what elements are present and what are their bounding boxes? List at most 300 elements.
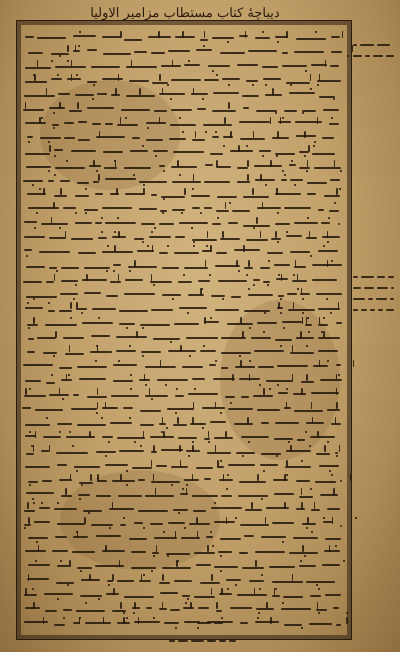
ink-stem bbox=[53, 202, 55, 209]
ink-word bbox=[290, 251, 311, 253]
ink-stem bbox=[266, 602, 268, 609]
ink-stem bbox=[263, 388, 265, 395]
ink-dot bbox=[26, 255, 28, 257]
ink-stem bbox=[151, 460, 153, 467]
ink-dot bbox=[331, 117, 333, 119]
ink-word bbox=[168, 522, 185, 524]
ink-word bbox=[77, 567, 92, 569]
ink-word bbox=[306, 581, 335, 583]
ink-word bbox=[56, 452, 87, 454]
ink-word bbox=[331, 51, 342, 53]
ink-dot bbox=[154, 227, 156, 229]
ink-stem bbox=[120, 602, 122, 609]
ink-word bbox=[57, 464, 67, 466]
ink-stem bbox=[210, 245, 212, 252]
ink-word bbox=[214, 566, 237, 568]
ink-word bbox=[255, 179, 275, 181]
text-line bbox=[20, 459, 346, 472]
ink-stem bbox=[193, 402, 195, 409]
ink-word bbox=[166, 553, 190, 555]
ink-word bbox=[318, 209, 324, 211]
ink-stem bbox=[33, 445, 35, 452]
ink-word bbox=[243, 107, 249, 109]
ink-word bbox=[45, 324, 76, 326]
ink-word bbox=[240, 138, 265, 140]
ink-word bbox=[188, 294, 204, 296]
ink-stem bbox=[211, 588, 213, 595]
ink-word bbox=[119, 450, 144, 452]
ink-word bbox=[302, 523, 316, 525]
ink-word bbox=[292, 280, 306, 282]
ink-word bbox=[48, 310, 55, 312]
ink-word bbox=[211, 507, 242, 509]
ink-stem bbox=[247, 160, 249, 167]
ink-dot bbox=[96, 412, 98, 414]
ink-word bbox=[175, 236, 185, 238]
ink-word bbox=[87, 107, 115, 109]
ink-stem bbox=[33, 602, 35, 609]
ink-dot bbox=[39, 188, 41, 190]
ink-word bbox=[179, 307, 207, 309]
ink-stem bbox=[190, 602, 192, 609]
ink-dot bbox=[125, 117, 127, 119]
ink-word bbox=[102, 207, 132, 209]
ink-word bbox=[140, 324, 171, 326]
ink-word bbox=[102, 78, 123, 80]
ink-word bbox=[120, 524, 126, 526]
ink-dot bbox=[63, 617, 65, 619]
ink-word bbox=[92, 308, 116, 310]
ink-stem bbox=[311, 402, 313, 409]
ink-word bbox=[254, 350, 284, 352]
ink-dot bbox=[62, 398, 64, 400]
ink-word bbox=[28, 338, 34, 340]
ink-word bbox=[139, 208, 156, 210]
ink-stem bbox=[297, 274, 299, 281]
ink-dot bbox=[355, 517, 357, 519]
ink-word bbox=[296, 135, 316, 137]
ink-dot bbox=[151, 398, 153, 400]
ink-stem bbox=[119, 560, 121, 567]
ink-stem bbox=[99, 131, 101, 138]
ink-dot bbox=[323, 317, 325, 319]
ink-word bbox=[263, 281, 269, 283]
marginal-note bbox=[352, 40, 396, 62]
ink-dot bbox=[151, 570, 153, 572]
ink-dot bbox=[328, 217, 330, 219]
ink-word bbox=[146, 607, 152, 609]
ink-dot bbox=[29, 431, 31, 433]
ink-stem bbox=[200, 288, 202, 295]
ink-dot bbox=[306, 170, 308, 172]
ink-dot bbox=[182, 131, 184, 133]
ink-dot bbox=[36, 212, 38, 214]
ink-dot bbox=[88, 512, 90, 514]
ink-word bbox=[150, 281, 172, 283]
ink-dot bbox=[98, 317, 100, 319]
ink-word bbox=[281, 179, 287, 181]
ink-word bbox=[312, 279, 337, 281]
ink-dot bbox=[286, 231, 288, 233]
text-line bbox=[20, 473, 346, 486]
ink-word bbox=[216, 166, 231, 168]
ink-word bbox=[66, 436, 95, 438]
ink-word bbox=[221, 352, 250, 354]
ink-stem bbox=[336, 374, 338, 381]
ink-stem bbox=[60, 188, 62, 195]
ink-word bbox=[327, 508, 340, 510]
ink-word bbox=[324, 550, 340, 552]
ink-word bbox=[153, 338, 180, 340]
ink-word bbox=[27, 578, 49, 580]
text-line bbox=[20, 359, 346, 372]
ink-word bbox=[390, 298, 394, 300]
ink-word bbox=[134, 51, 147, 53]
ink-dot bbox=[212, 70, 214, 72]
ink-stem bbox=[249, 374, 251, 381]
ink-word bbox=[132, 467, 151, 469]
ink-dot bbox=[327, 441, 329, 443]
ink-stem bbox=[336, 402, 338, 409]
ink-word bbox=[90, 351, 111, 353]
ink-word bbox=[169, 640, 175, 642]
ink-stem bbox=[226, 517, 228, 524]
ink-word bbox=[141, 223, 155, 225]
ink-stem bbox=[105, 545, 107, 552]
ink-stem bbox=[336, 188, 338, 195]
text-line bbox=[20, 516, 346, 529]
ink-word bbox=[56, 582, 74, 584]
ink-word bbox=[25, 424, 50, 426]
ink-dot bbox=[182, 488, 184, 490]
ink-word bbox=[353, 309, 358, 311]
ink-dot bbox=[60, 560, 62, 562]
ink-dot bbox=[311, 531, 313, 533]
ink-dot bbox=[301, 460, 303, 462]
ink-dot bbox=[167, 245, 169, 247]
ink-dot bbox=[203, 45, 205, 47]
ink-dot bbox=[210, 317, 212, 319]
ink-word bbox=[204, 478, 211, 480]
ink-word bbox=[310, 595, 321, 597]
text-line bbox=[20, 330, 346, 343]
ink-dot bbox=[277, 41, 279, 43]
ink-word bbox=[306, 422, 323, 424]
ink-word bbox=[162, 294, 181, 296]
ink-dot bbox=[79, 498, 81, 500]
ink-word bbox=[266, 380, 293, 382]
text-line bbox=[20, 87, 346, 100]
ink-word bbox=[200, 582, 221, 584]
ink-word bbox=[61, 495, 71, 497]
ink-stem bbox=[136, 331, 138, 338]
ink-dot bbox=[130, 374, 132, 376]
ink-word bbox=[141, 351, 160, 353]
ink-stem bbox=[59, 102, 61, 109]
ink-dot bbox=[286, 474, 288, 476]
ink-dot bbox=[85, 188, 87, 190]
ink-word bbox=[26, 296, 57, 298]
ink-stem bbox=[89, 431, 91, 438]
text-line bbox=[20, 130, 346, 143]
ink-word bbox=[48, 180, 54, 182]
ink-word bbox=[116, 350, 135, 352]
ink-dot bbox=[330, 312, 332, 314]
ink-dot bbox=[265, 84, 267, 86]
ink-stem bbox=[93, 160, 95, 167]
ink-dot bbox=[181, 212, 183, 214]
text-line bbox=[20, 430, 346, 443]
ink-dot bbox=[167, 555, 169, 557]
ink-word bbox=[218, 280, 247, 282]
ink-word bbox=[78, 139, 90, 141]
ink-word bbox=[284, 207, 310, 209]
ink-word bbox=[336, 322, 342, 324]
ink-dot bbox=[107, 245, 109, 247]
ink-dot bbox=[202, 98, 204, 100]
ink-word bbox=[182, 366, 202, 368]
ink-dot bbox=[238, 270, 240, 272]
ink-word bbox=[246, 239, 268, 241]
ink-stem bbox=[280, 117, 282, 124]
marginal-note bbox=[352, 272, 396, 318]
text-line bbox=[20, 287, 346, 300]
ink-word bbox=[239, 35, 247, 37]
ink-dot bbox=[142, 327, 144, 329]
text-line bbox=[20, 116, 346, 129]
ink-word bbox=[307, 193, 316, 195]
ink-word bbox=[27, 324, 39, 326]
ink-word bbox=[197, 622, 211, 624]
ink-word bbox=[330, 179, 339, 181]
ink-stem bbox=[192, 417, 194, 424]
ink-stem bbox=[275, 231, 277, 238]
ink-dot bbox=[214, 502, 216, 504]
ink-stem bbox=[177, 417, 179, 424]
ink-dot bbox=[261, 574, 263, 576]
text-line bbox=[20, 573, 346, 586]
ink-word bbox=[242, 567, 264, 569]
ink-stem bbox=[215, 402, 217, 409]
ink-word bbox=[198, 280, 210, 282]
ink-dot bbox=[305, 70, 307, 72]
ink-dot bbox=[56, 270, 58, 272]
ink-word bbox=[234, 423, 253, 425]
manuscript-text-block bbox=[20, 30, 346, 630]
ink-stem bbox=[138, 617, 140, 624]
ink-stem bbox=[25, 388, 27, 395]
ink-word bbox=[61, 267, 79, 269]
ink-dot bbox=[336, 455, 338, 457]
ink-dot bbox=[126, 327, 128, 329]
ink-word bbox=[323, 109, 339, 111]
ink-word bbox=[55, 167, 85, 169]
ink-stem bbox=[339, 445, 341, 452]
ink-word bbox=[242, 95, 260, 97]
ink-word bbox=[212, 110, 236, 112]
ink-stem bbox=[245, 31, 247, 38]
ink-word bbox=[315, 481, 336, 483]
ink-word bbox=[377, 44, 390, 46]
ink-dot bbox=[188, 455, 190, 457]
ink-word bbox=[172, 181, 201, 183]
ink-word bbox=[174, 252, 200, 254]
ink-stem bbox=[134, 260, 136, 267]
ink-dot bbox=[268, 260, 270, 262]
ink-dot bbox=[123, 612, 125, 614]
ink-word bbox=[219, 640, 226, 642]
ink-dot bbox=[41, 117, 43, 119]
ink-dot bbox=[147, 127, 149, 129]
ink-stem bbox=[115, 160, 117, 167]
ink-word bbox=[168, 50, 190, 52]
ink-stem bbox=[193, 88, 195, 95]
text-line bbox=[20, 344, 346, 357]
ink-stem bbox=[254, 588, 256, 595]
ink-dot bbox=[48, 170, 50, 172]
ink-word bbox=[25, 122, 46, 124]
ink-word bbox=[257, 322, 276, 324]
ink-word bbox=[275, 193, 300, 195]
ink-word bbox=[157, 379, 188, 381]
ink-word bbox=[255, 37, 269, 39]
ink-dot bbox=[118, 360, 120, 362]
ink-stem bbox=[307, 517, 309, 524]
ink-dot bbox=[228, 84, 230, 86]
ink-word bbox=[69, 110, 81, 112]
ink-word bbox=[282, 321, 302, 323]
ink-word bbox=[360, 44, 374, 46]
ink-word bbox=[91, 524, 114, 526]
ink-dot bbox=[227, 474, 229, 476]
ink-dot bbox=[230, 402, 232, 404]
ink-word bbox=[58, 93, 70, 95]
ink-dot bbox=[165, 384, 167, 386]
ink-word bbox=[153, 150, 169, 152]
ink-word bbox=[27, 136, 33, 138]
ink-stem bbox=[158, 31, 160, 38]
ink-word bbox=[24, 621, 48, 623]
ink-word bbox=[365, 55, 370, 57]
ink-word bbox=[210, 421, 226, 423]
ink-dot bbox=[185, 602, 187, 604]
ink-word bbox=[277, 365, 308, 367]
ink-word bbox=[196, 467, 214, 469]
ink-stem bbox=[256, 217, 258, 224]
ink-stem bbox=[230, 131, 232, 138]
ink-word bbox=[95, 193, 103, 195]
ink-word bbox=[220, 52, 245, 54]
ink-dot bbox=[262, 31, 264, 33]
ink-dot bbox=[53, 127, 55, 129]
ink-word bbox=[218, 551, 231, 553]
ink-word bbox=[262, 66, 278, 68]
text-line bbox=[20, 601, 346, 614]
ink-word bbox=[130, 150, 149, 152]
ink-word bbox=[35, 409, 62, 411]
ink-word bbox=[25, 550, 46, 552]
text-line bbox=[20, 144, 346, 157]
ink-word bbox=[230, 607, 252, 609]
ink-dot bbox=[334, 202, 336, 204]
ink-word bbox=[140, 424, 154, 426]
ink-dot bbox=[53, 112, 55, 114]
ink-word bbox=[278, 295, 284, 297]
text-line bbox=[20, 587, 346, 600]
ink-dot bbox=[134, 441, 136, 443]
ink-dot bbox=[96, 170, 98, 172]
ink-word bbox=[214, 521, 235, 523]
ink-word bbox=[54, 195, 66, 197]
ink-stem bbox=[118, 274, 120, 281]
ink-word bbox=[228, 222, 237, 224]
ink-stem bbox=[69, 345, 71, 352]
ink-word bbox=[51, 78, 62, 80]
ink-dot bbox=[210, 531, 212, 533]
ink-word bbox=[132, 137, 140, 139]
ink-stem bbox=[301, 388, 303, 395]
ink-word bbox=[173, 424, 187, 426]
ink-word bbox=[333, 607, 339, 609]
ink-dot bbox=[259, 384, 261, 386]
ink-word bbox=[64, 137, 75, 139]
ink-word bbox=[202, 407, 225, 409]
ink-dot bbox=[277, 212, 279, 214]
ink-dot bbox=[41, 502, 43, 504]
ink-dot bbox=[290, 84, 292, 86]
ink-stem bbox=[90, 474, 92, 481]
ink-word bbox=[129, 538, 147, 540]
ink-word bbox=[60, 180, 70, 182]
ink-word bbox=[256, 608, 274, 610]
ink-word bbox=[226, 579, 241, 581]
ink-dot bbox=[51, 60, 53, 62]
ink-word bbox=[110, 281, 121, 283]
ink-dot bbox=[276, 455, 278, 457]
ink-word bbox=[284, 624, 302, 626]
ink-word bbox=[71, 238, 92, 240]
ink-stem bbox=[278, 302, 280, 309]
ink-word bbox=[25, 466, 49, 468]
ink-stem bbox=[342, 31, 344, 38]
ink-word bbox=[37, 337, 56, 339]
ink-word bbox=[330, 65, 339, 67]
ink-word bbox=[368, 298, 373, 300]
ink-dot bbox=[310, 488, 312, 490]
ink-dot bbox=[48, 141, 50, 143]
ink-stem bbox=[34, 74, 36, 81]
ink-word bbox=[256, 110, 277, 112]
ink-word bbox=[232, 210, 251, 212]
ink-stem bbox=[204, 317, 206, 324]
ink-dot bbox=[280, 298, 282, 300]
ink-stem bbox=[319, 317, 321, 324]
ink-dot bbox=[239, 355, 241, 357]
ink-dot bbox=[57, 502, 59, 504]
ink-stem bbox=[329, 545, 331, 552]
ink-stem bbox=[115, 88, 117, 95]
ink-dot bbox=[248, 288, 250, 290]
ink-stem bbox=[163, 431, 165, 438]
ink-dot bbox=[331, 474, 333, 476]
ink-word bbox=[74, 466, 99, 468]
ink-word bbox=[54, 149, 63, 151]
ink-dot bbox=[302, 312, 304, 314]
ink-word bbox=[221, 495, 232, 497]
ink-word bbox=[23, 109, 44, 111]
ink-dot bbox=[203, 345, 205, 347]
ink-dot bbox=[253, 227, 255, 229]
